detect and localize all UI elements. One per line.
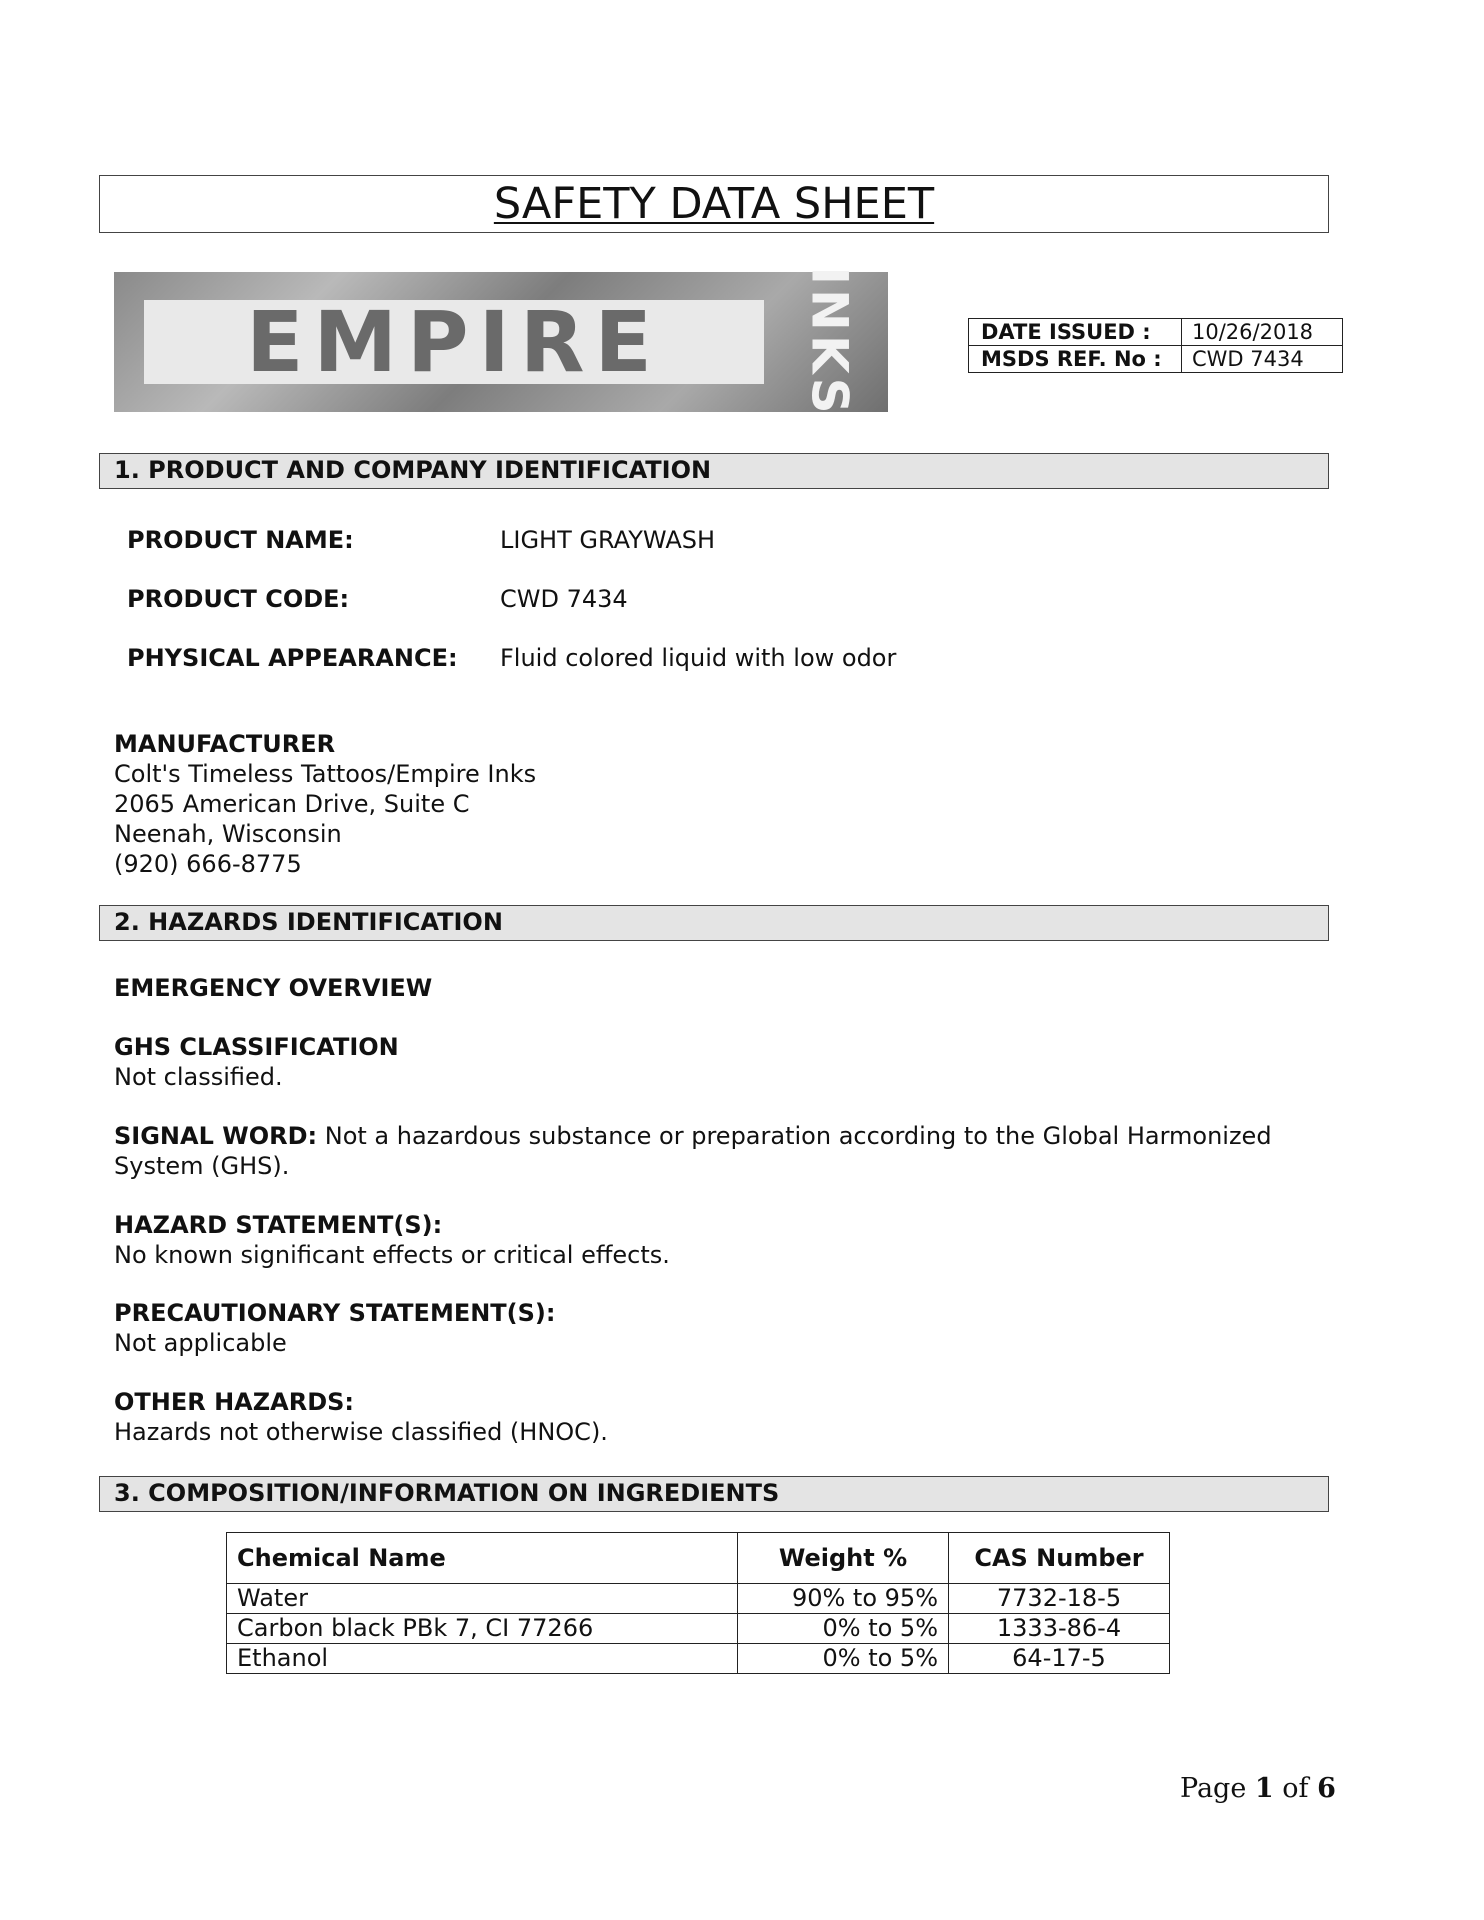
page-of: of — [1273, 1773, 1318, 1804]
page-total: 6 — [1317, 1773, 1336, 1804]
page-prefix: Page — [1180, 1773, 1255, 1804]
signal-word-text-cont: System (GHS). — [114, 1152, 290, 1180]
precautionary-statement-block — [114, 1298, 556, 1358]
product-name-label: PRODUCT NAME: — [127, 526, 354, 554]
table-header-row — [227, 1533, 1170, 1584]
manufacturer-line: Neenah, Wisconsin — [114, 820, 342, 848]
date-issued-value: 10/26/2018 — [1182, 319, 1343, 346]
ghs-block — [114, 1032, 399, 1092]
chemical-name-cell: Water — [227, 1584, 738, 1614]
table-row — [227, 1584, 1170, 1614]
chemical-name-cell: Carbon black PBk 7, CI 77266 — [227, 1614, 738, 1644]
precautionary-statement-heading: PRECAUTIONARY STATEMENT(S): — [114, 1299, 556, 1327]
page-current: 1 — [1254, 1773, 1274, 1804]
logo-panel — [144, 293, 764, 391]
document-title — [99, 175, 1329, 233]
other-hazards-text: Hazards not otherwise classified (HNOC). — [114, 1418, 608, 1446]
cas-number-cell: 64-17-5 — [949, 1644, 1170, 1674]
column-header-chemical-name: Chemical Name — [227, 1533, 738, 1584]
precautionary-statement-text: Not applicable — [114, 1329, 287, 1357]
other-hazards-heading: OTHER HAZARDS: — [114, 1388, 355, 1416]
hazard-statement-heading: HAZARD STATEMENT(S): — [114, 1211, 443, 1239]
msds-ref-label: MSDS REF. No : — [969, 346, 1182, 373]
issue-info-table — [968, 318, 1343, 373]
table-row — [227, 1614, 1170, 1644]
table-row — [969, 319, 1343, 346]
physical-appearance-value: Fluid colored liquid with low odor — [500, 644, 897, 672]
manufacturer-line: Colt's Timeless Tattoos/Empire Inks — [114, 760, 537, 788]
manufacturer-line: (920) 666-8775 — [114, 850, 302, 878]
page-number — [1180, 1773, 1336, 1804]
signal-word-block — [114, 1121, 1334, 1181]
msds-ref-value: CWD 7434 — [1182, 346, 1343, 373]
empire-inks-logo — [114, 266, 888, 418]
section-3-heading: 3. COMPOSITION/INFORMATION ON INGREDIENTS — [99, 1476, 1329, 1512]
weight-cell: 0% to 5% — [738, 1614, 949, 1644]
document-title-text: SAFETY DATA SHEET — [493, 179, 935, 229]
cas-number-cell: 1333-86-4 — [949, 1614, 1170, 1644]
signal-word-label: SIGNAL WORD: — [114, 1122, 318, 1150]
manufacturer-line: 2065 American Drive, Suite C — [114, 790, 470, 818]
ghs-text: Not classified. — [114, 1063, 283, 1091]
cas-number-cell: 7732-18-5 — [949, 1584, 1170, 1614]
hazard-statement-block — [114, 1210, 670, 1270]
signal-word-text: Not a hazardous substance or preparation according to the Global Harmonized — [317, 1122, 1272, 1150]
ghs-heading: GHS CLASSIFICATION — [114, 1033, 399, 1061]
product-code-label: PRODUCT CODE: — [127, 585, 350, 613]
other-hazards-block — [114, 1387, 608, 1447]
manufacturer-heading: MANUFACTURER — [114, 730, 336, 758]
product-name-value: LIGHT GRAYWASH — [500, 526, 716, 554]
manufacturer-block — [114, 729, 536, 879]
logo-word: EMPIRE — [246, 293, 662, 391]
column-header-cas-number: CAS Number — [949, 1533, 1170, 1584]
date-issued-label: DATE ISSUED : — [969, 319, 1182, 346]
hazard-statement-text: No known significant effects or critical effects. — [114, 1241, 670, 1269]
logo-side — [782, 266, 878, 418]
ingredients-table — [226, 1532, 1170, 1674]
emergency-overview-heading: EMERGENCY OVERVIEW — [114, 974, 433, 1002]
section-2-heading: 2. HAZARDS IDENTIFICATION — [99, 905, 1329, 941]
logo-side-text: INKS — [801, 266, 859, 418]
column-header-weight: Weight % — [738, 1533, 949, 1584]
weight-cell: 0% to 5% — [738, 1644, 949, 1674]
table-row — [227, 1644, 1170, 1674]
weight-cell: 90% to 95% — [738, 1584, 949, 1614]
product-code-value: CWD 7434 — [500, 585, 628, 613]
table-row — [969, 346, 1343, 373]
chemical-name-cell: Ethanol — [227, 1644, 738, 1674]
section-1-heading: 1. PRODUCT AND COMPANY IDENTIFICATION — [99, 453, 1329, 489]
physical-appearance-label: PHYSICAL APPEARANCE: — [127, 644, 458, 672]
